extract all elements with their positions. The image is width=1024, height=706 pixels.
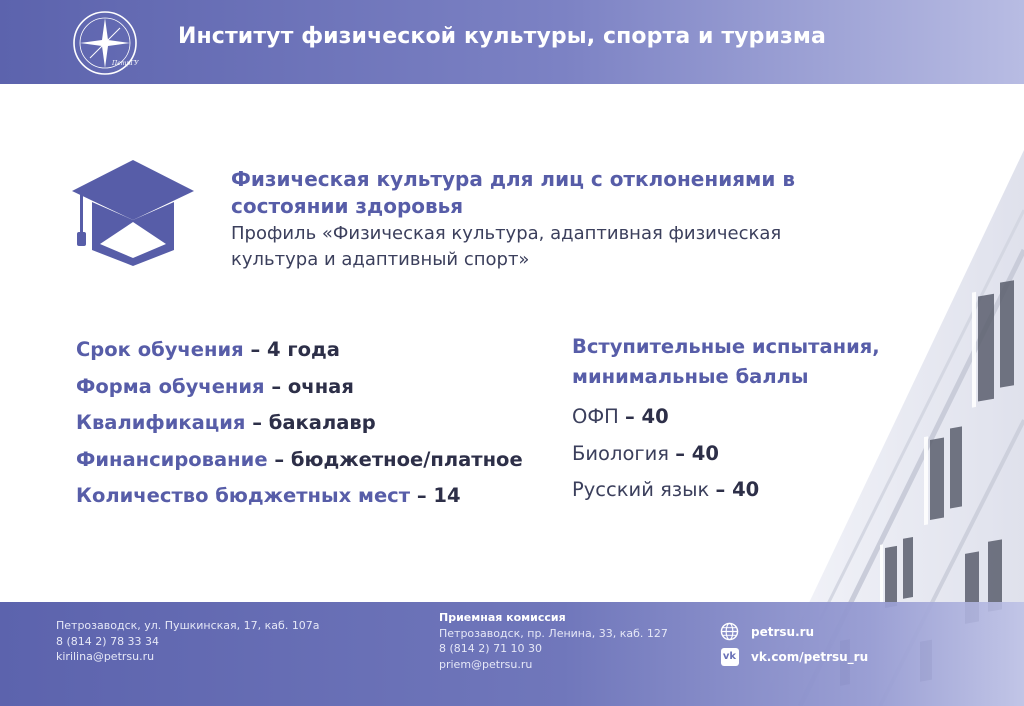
admissions-phone[interactable]: 8 (814 2) 71 10 30 [439,642,543,655]
graduation-cap-icon [70,158,196,268]
fact-value: – 4 года [250,338,340,361]
admissions-contacts [439,610,668,672]
program-profile: Профиль «Физическая культура, адаптивная физическая культура и адаптивный спорт» [231,223,782,270]
exam-subject: Русский язык [572,478,710,501]
exam-subject: Биология [572,441,670,465]
fact-label: Квалификация [76,411,246,434]
fact-value: – бюджетное/платное [274,447,523,471]
header-bar [0,0,1024,84]
vk-text: vk.com/petrsu_ru [751,649,869,664]
admissions-address: Петрозаводск, пр. Ленина, 33, каб. 127 [439,626,668,640]
institute-email[interactable]: kirilina@petrsu.ru [56,650,155,663]
admissions-email[interactable]: priem@petrsu.ru [439,657,533,671]
fact-duration [76,332,566,369]
svg-text:ПетрГУ: ПетрГУ [112,60,139,67]
exam-item [572,436,932,473]
page-title: Институт физической культуры, спорта и туризма [178,24,826,49]
admissions-title: Приемная комиссия [439,611,566,624]
institute-address: Петрозаводск, ул. Пушкинская, 17, каб. 107а [56,619,320,632]
social-links [720,619,868,669]
globe-icon [720,622,739,641]
vk-link[interactable] [720,644,868,669]
fact-label: Форма обучения [76,374,265,398]
entrance-exams [572,332,932,509]
exam-subject: ОФП [572,405,619,428]
program-facts [76,332,566,515]
exam-score: – 40 [715,478,760,501]
fact-label: Количество бюджетных мест [76,484,411,507]
website-link[interactable] [720,619,868,644]
program-title: Физическая культура для лиц с отклонениями в состоянии здоровья [231,167,796,218]
university-seal-icon [70,10,140,76]
fact-value: – 14 [416,484,461,507]
exam-item [572,399,932,436]
fact-qualification [76,405,566,442]
institute-contacts [56,618,320,665]
fact-funding [76,442,566,479]
fact-label: Финансирование [76,447,268,471]
exam-item [572,472,932,509]
fact-label: Срок обучения [76,338,244,361]
fact-value: – очная [271,374,354,398]
exam-score: – 40 [675,441,719,465]
exams-title: Вступительные испытания, минимальные баллы [572,335,880,388]
footer-bar [0,602,1024,706]
fact-study-form [76,369,566,406]
exams-list [572,399,932,509]
website-text: petrsu.ru [751,624,815,639]
vk-icon: vk [720,647,739,666]
institute-phone[interactable]: 8 (814 2) 78 33 34 [56,634,160,648]
fact-budget-places [76,478,566,515]
exam-score: – 40 [625,405,669,428]
fact-value: – бакалавр [252,411,376,434]
